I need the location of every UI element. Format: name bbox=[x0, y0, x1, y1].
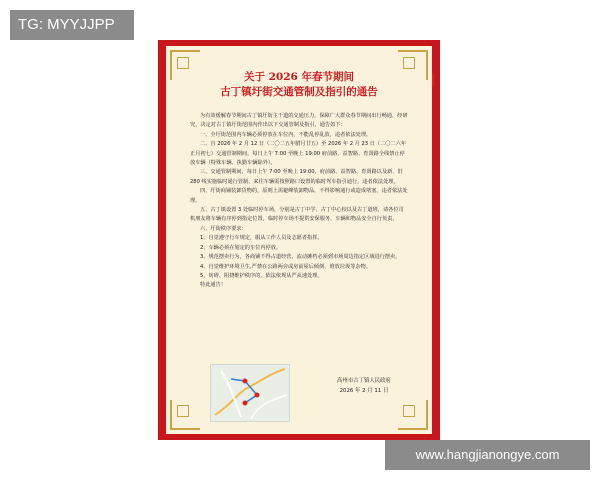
signature-block bbox=[314, 376, 414, 396]
paragraph: 2、车辆必须在划定的车位内停放。 bbox=[200, 244, 282, 251]
location-map bbox=[210, 364, 290, 422]
paragraph: 1、自觉遵守行车规定，服从工作人员及志愿者指挥。 bbox=[200, 235, 323, 242]
corner-ornament-icon bbox=[170, 400, 200, 430]
notice-body bbox=[190, 112, 408, 291]
watermark-site: www.hangjianongye.com bbox=[385, 440, 590, 470]
paragraph: 一、全圩街范围内车辆必须停放在车位内，不能乱停乱放，违者依法处理。 bbox=[200, 131, 372, 138]
title-line-1: 关于 2026 年春节期间 bbox=[243, 71, 355, 83]
paragraph: 特此通告！ bbox=[200, 282, 226, 289]
paragraph: 5、妨碍、阻挠维护秩序的，依法依规从严从速处理。 bbox=[200, 272, 323, 279]
notice-title bbox=[186, 70, 412, 100]
notice-paper bbox=[166, 46, 432, 434]
title-line-2: 古丁镇圩街交通管制及指引的通告 bbox=[220, 86, 378, 98]
paragraph: 4、自觉维护环境卫生,严禁在公路两旁或房前屋后倾倒、堆放垃圾等杂物。 bbox=[200, 263, 371, 270]
watermark-tag: TG: MYYJJPP bbox=[10, 10, 134, 40]
paragraph: 二、自 2026 年 2 月 12 日（二〇二五年腊月廿五）至 2026 年 2 月 23 日（二〇二六年正月初七）交通管制期间，每日上午 7:00 至晚上 19:00 府前路、益智路、育贤路全线禁止停放车辆（特殊车辆、执勤车辆除外）。 bbox=[190, 141, 407, 167]
paragraph: 为有效缓解春节期间古丁镇圩街主干道的交通压力，保障广大群众春节期间出行畅通，经研究，决定对古丁镇圩街范围内作出以下交通管制及指引，通告如下： bbox=[190, 113, 408, 129]
issuer: 高州市古丁镇人民政府 bbox=[337, 378, 391, 384]
issue-date: 2026 年 2 月 11 日 bbox=[339, 388, 389, 394]
paragraph: 五、古丁镇设置 3 处临时停车场，分别是古丁中学、古丁中心校以及古丁道班，请各位司机朋友将车辆有序停到指定位置，临时停车场不提供安保服务，车辆和物品安全自行负责。 bbox=[190, 207, 404, 223]
map-roads-icon bbox=[211, 365, 289, 421]
paragraph: 六、圩街秩序要求： bbox=[200, 225, 247, 232]
paragraph: 四、圩街商铺装卸货物的，原则上需避峰装卸物品，不得影响通行或造成堵塞，违者依法处理。 bbox=[190, 188, 408, 204]
corner-ornament-icon bbox=[398, 400, 428, 430]
paragraph: 3、规范摆卖行为，各商铺不得占道经营，流动摊档必须到市场周边指定区域进行摆卖。 bbox=[200, 254, 401, 261]
paragraph: 三、交通管制期间，每日上午 7:00 至晚上 19:00，府前路、益智路、育贤路以及新、旧 280 线实施临时通行管制，来往车辆需按照路口设置的临时驾车指引通行，违者依法处理。 bbox=[190, 169, 403, 185]
notice-poster bbox=[158, 40, 440, 440]
